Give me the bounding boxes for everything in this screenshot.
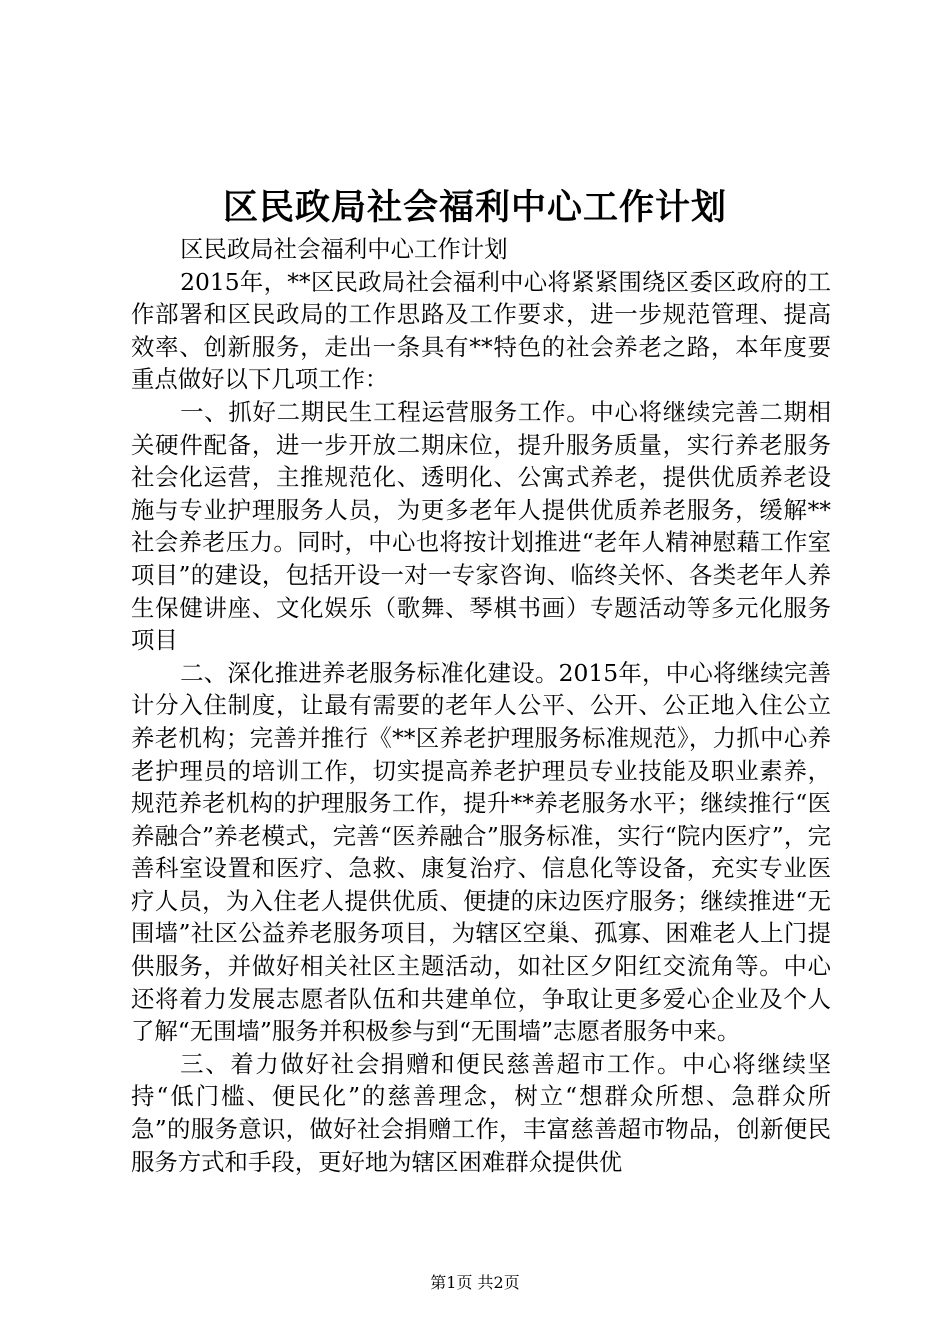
page-footer: 第1页 共2页 bbox=[430, 1273, 520, 1292]
paragraph-heading-repeat: 区民政局社会福利中心工作计划 bbox=[180, 235, 508, 263]
paragraph-section-3: 三、着力做好社会捐赠和便民慈善超市工作。中心将继续坚持“低门槛、便民化”的慈善理念，树立“想群众所想、急群众所急”的服务意识，做好社会捐赠工作，丰富慈善超市物品，创新便民服务方式和手段，更好地为辖区困难群众提供优 bbox=[131, 1049, 831, 1176]
document-title: 区民政局社会福利中心工作计划 bbox=[222, 187, 727, 228]
paragraph-section-1: 一、抓好二期民生工程运营服务工作。中心将继续完善二期相关硬件配备，进一步开放二期床位，提升服务质量，实行养老服务社会化运营，主推规范化、透明化、公寓式养老，提供优质养老设施与专业护理服务人员，为更多老年人提供优质养老服务，缓解**社会养老压力。同时，中心也将按计划推进“老年人精神慰藉工作室项目”的建设，包括开设一对一专家咨询、临终关怀、各类老年人养生保健讲座、文化娱乐（歌舞、琴棋书画）专题活动等多元化服务项目 bbox=[131, 397, 831, 655]
document-body bbox=[131, 233, 831, 1178]
paragraph-section-2: 二、深化推进养老服务标准化建设。2015年，中心将继续完善计分入住制度，让最有需要的老年人公平、公开、公正地入住公立养老机构；完善并推行《**区养老护理服务标准规范》，力抓中心养老护理员的培训工作，切实提高养老护理员专业技能及职业素养，规范养老机构的护理服务工作，提升**养老服务水平；继续推行“医养融合”养老模式，完善“医养融合”服务标准，实行“院内医疗”，完善科室设置和医疗、急救、康复治疗、信息化等设备，充实专业医疗人员，为入住老人提供优质、便捷的床边医疗服务；继续推进“无围墙”社区公益养老服务项目，为辖区空巢、孤寡、困难老人上门提供服务，并做好相关社区主题活动，如社区夕阳红交流角等。中心还将着力发展志愿者队伍和共建单位，争取让更多爱心企业及个人了解“无围墙”服务并积极参与到“无围墙”志愿者服务中来。 bbox=[131, 658, 831, 1046]
paragraph-intro: 2015年，**区民政局社会福利中心将紧紧围绕区委区政府的工作部署和区民政局的工作思路及工作要求，进一步规范管理、提高效率、创新服务，走出一条具有**特色的社会养老之路，本年度要重点做好以下几项工作： bbox=[131, 267, 831, 394]
